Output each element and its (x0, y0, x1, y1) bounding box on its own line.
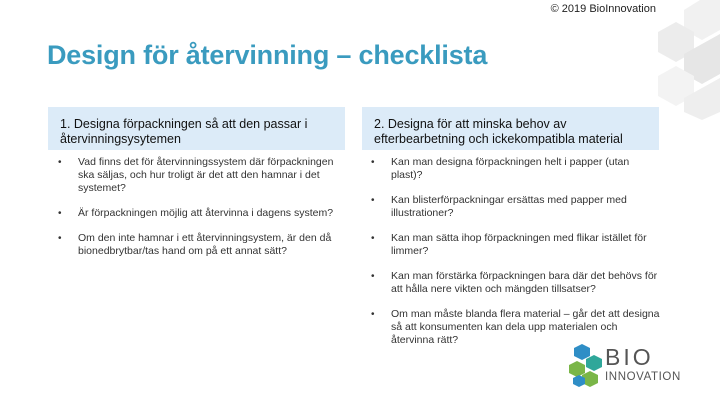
list-item (58, 156, 348, 195)
left-panel-header (48, 107, 345, 150)
list-item-text: Om man måste blanda flera material – går det att designa så att konsumenten kan dela upp materialen och återvinna rätt? (391, 308, 660, 346)
page-title: Design för återvinning – checklista (47, 40, 488, 70)
bullet-icon: • (371, 157, 375, 168)
list-item-text: Kan man sätta ihop förpackningen med flikar istället för limmer? (391, 232, 647, 257)
list-item-text: Är förpackningen möjlig att återvinna i dagens system? (78, 207, 334, 219)
list-item (58, 207, 348, 220)
logo-text-bio: BIO (605, 344, 654, 370)
list-item-text: Kan man designa förpackningen helt i papper (utan plast)? (391, 156, 630, 181)
bullet-icon: • (58, 233, 62, 244)
left-panel-heading: 1. Designa förpackningen så att den passar i återvinningsysytemen (60, 117, 308, 146)
bullet-icon: • (371, 233, 375, 244)
bullet-icon: • (58, 157, 62, 168)
list-item (371, 232, 663, 258)
list-item-text: Vad finns det för återvinningssystem där förpackningen ska säljas, och hur troligt är det att den hamnar i det systemet? (78, 156, 334, 194)
list-item-text: Kan man förstärka förpackningen bara där det behövs för att hålla nere vikten och mängden tillsatser? (391, 270, 658, 295)
bullet-icon: • (371, 309, 375, 320)
left-checklist (58, 156, 348, 270)
right-panel-heading: 2. Designa för att minska behov av efterbearbetning och ickekompatibla material (374, 117, 623, 146)
list-item (371, 156, 663, 182)
logo-hexagons-icon (568, 343, 604, 388)
list-item (371, 270, 663, 296)
list-item (371, 308, 663, 347)
list-item (371, 194, 663, 220)
right-checklist (371, 156, 663, 359)
list-item-text: Om den inte hamnar i ett återvinningsystem, är den då bionedbrytbar/tas hand om på ett annat sätt? (78, 232, 332, 257)
bioinnovation-logo (568, 343, 718, 388)
bullet-icon: • (371, 271, 375, 282)
right-panel-header (362, 107, 659, 150)
copyright-text: © 2019 BioInnovation (550, 3, 656, 15)
list-item (58, 232, 348, 258)
list-item-text: Kan blisterförpackningar ersättas med papper med illustrationer? (391, 194, 627, 219)
hexagon-decoration-icon (640, 0, 720, 120)
bullet-icon: • (58, 208, 62, 219)
logo-text-innovation: INNOVATION (605, 371, 681, 383)
bullet-icon: • (371, 195, 375, 206)
